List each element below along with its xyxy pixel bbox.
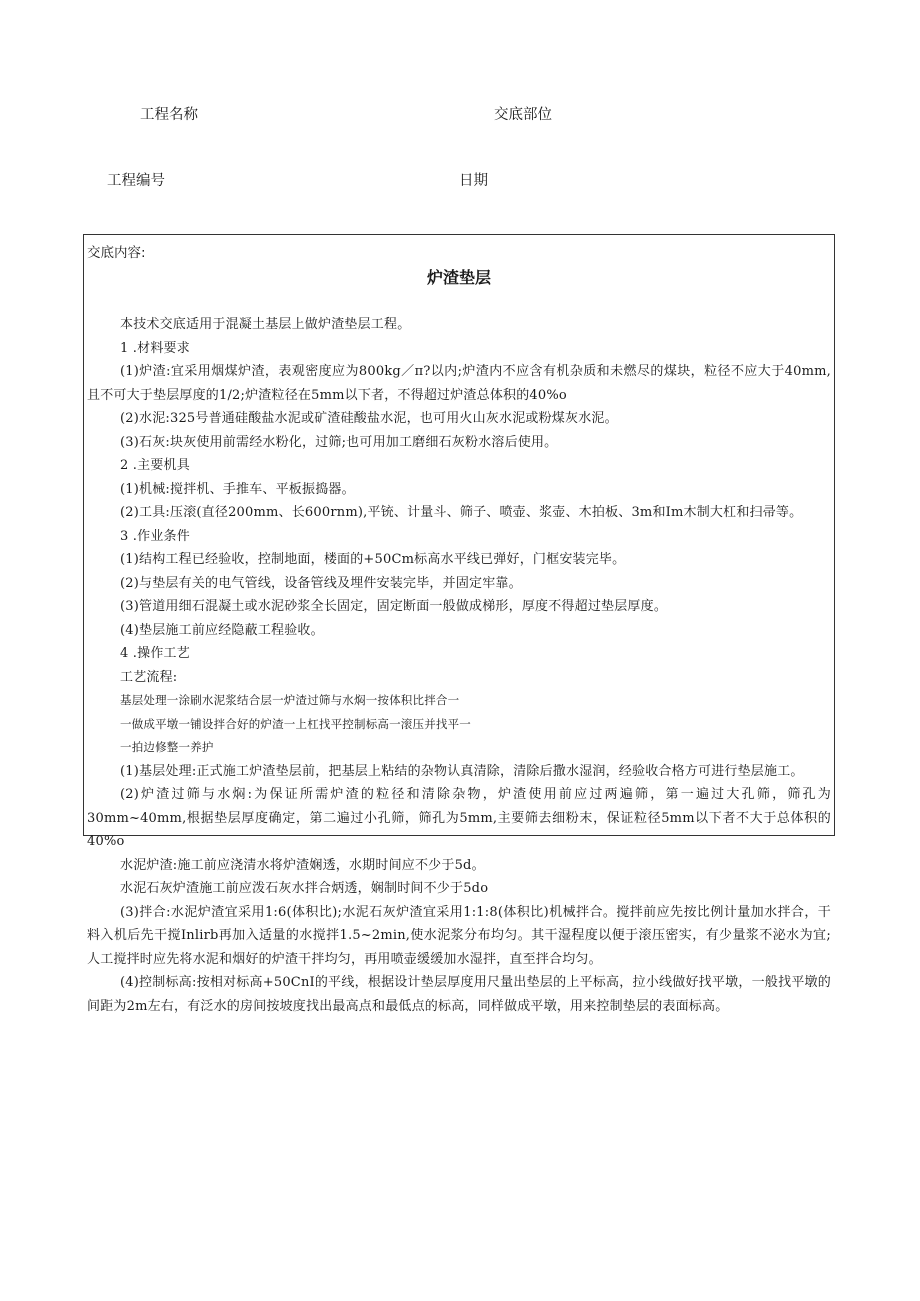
paragraph: (3)拌合:水泥炉渣宜采用1:6(体积比);水泥石灰炉渣宜采用1:1:8(体积比)机械拌合。搅拌前应先按比例计量加水拌合，干料入机后先干搅Inlirb再加入适量的水搅拌1.5~2min,使水泥浆分布均匀。其干湿程度以便于滚压密实，有少量浆不泌水为宜;人工搅拌时应先将水泥和烟好的炉渣干拌均匀，再用喷壶缓缓加水湿拌，直至拌合均匀。	[87, 904, 831, 967]
handover-part-label: 交底部位	[494, 107, 552, 123]
paragraph: (1)机械:搅拌机、手推车、平板振捣器。	[120, 481, 355, 497]
process-flow-line: 一拍边修整一养护	[120, 740, 214, 754]
section-heading: 2 .主要机具	[120, 458, 190, 473]
document-title: 炉渣垫层	[426, 268, 491, 287]
section-heading: 3 .作业条件	[120, 528, 190, 544]
handover-content-box	[83, 234, 835, 1014]
paragraph: 水泥石灰炉渣施工前应泼石灰水拌合炳透，娴制时间不少于5do	[120, 881, 489, 896]
paragraph: (1)炉渣:宜采用烟煤炉渣，表观密度应为800kg／π?以内;炉渣内不应含有机杂质和未燃尽的煤块，粒径不应大于40mm,且不可大于垫层厚度的1/2;炉渣粒径在5mm以下者，不得超过炉渣总体积的40%o	[87, 364, 831, 403]
paragraph: (4)垫层施工前应经隐蔽工程验收。	[120, 622, 324, 638]
paragraph: 本技术交底适用于混凝土基层上做炉渣垫层工程。	[120, 317, 411, 332]
paragraph: (3)管道用细石混凝土或水泥砂浆全长固定，固定断面一般做成梯形，厚度不得超过垫层厚度。	[120, 599, 668, 614]
paragraph: (3)石灰:块灰使用前需经水粉化，过筛;也可用加工磨细石灰粉水溶后使用。	[120, 434, 558, 450]
paragraph: 工艺流程:	[120, 669, 178, 685]
process-flow-line: 基层处理一涂刷水泥浆结合层一炉渣过筛与水焖一按体积比拌合一	[120, 693, 460, 707]
paragraph: 水泥炉渣:施工前应浇清水将炉渣娴透，水期时间应不少于5d。	[120, 857, 485, 873]
project-no-label: 工程编号	[107, 173, 165, 189]
paragraph: (4)控制标高:按相对标高+50CnI的平线，根据设计垫层厚度用尺量出垫层的上平标高，拉小线做好找平墩，一般找平墩的间距为2m左右，有泛水的房间按坡度找出最高点和最低点的标高，同样做成平墩，用来控制垫层的表面标高。	[87, 975, 831, 1014]
paragraph: (2)水泥:325号普通硅酸盐水泥或矿渣硅酸盐水泥，也可用火山灰水泥或粉煤灰水泥。	[120, 411, 618, 426]
section-heading: 1 .材料要求	[120, 340, 190, 356]
paragraph: (2)炉渣过筛与水焖:为保证所需炉渣的粒径和清除杂物，炉渣使用前应过两遍筛，第一遍过大孔筛，筛孔为30mm~40mm,根据垫层厚度确定，第二遍过小孔筛，筛孔为5mm,主要筛去细粉末，保证粒径5mm以下者不大于总体积的40%o	[87, 787, 831, 849]
content-body	[87, 313, 831, 1018]
content-label: 交底内容:	[87, 245, 146, 261]
paragraph: (1)结构工程已经验收，控制地面，楼面的+50Cm标高水平线已弹好，门框安装完毕。	[120, 552, 626, 567]
paragraph: (1)基层处理:正式施工炉渣垫层前，把基层上粘结的杂物认真清除，清除后撒水湿润，经验收合格方可进行垫层施工。	[120, 763, 804, 779]
project-name-label: 工程名称	[140, 107, 198, 123]
section-heading: 4 .操作工艺	[120, 646, 190, 661]
paragraph: (2)工具:压滚(直径200mm、长600rnm),平铳、计量斗、筛子、喷壶、浆壶、木拍板、3m和Im木制大杠和扫帚等。	[120, 505, 803, 520]
process-flow-line: 一做成平墩一铺设拌合好的炉渣一上杠找平控制标高一滚压并找平一	[120, 716, 471, 731]
date-label: 日期	[459, 173, 488, 189]
paragraph: (2)与垫层有关的电气管线，设备管线及埋件安装完毕，并固定牢靠。	[120, 575, 522, 591]
